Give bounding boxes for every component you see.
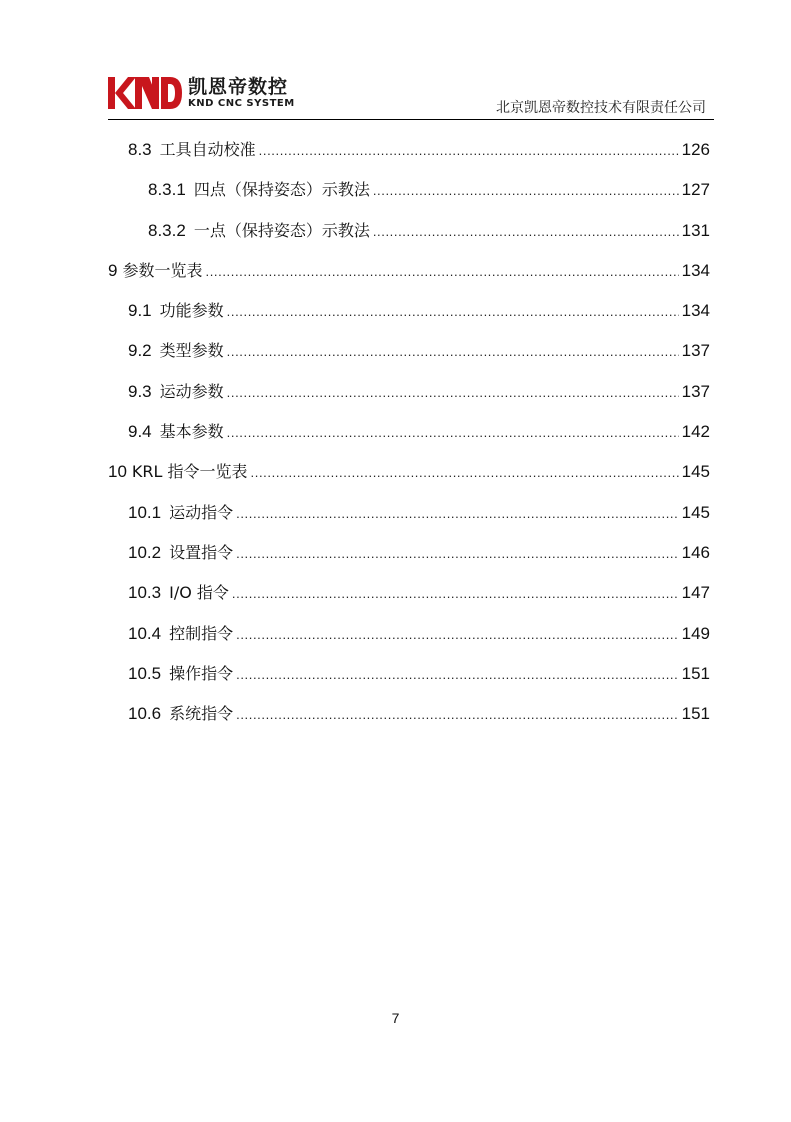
toc-dot-leader (373, 216, 679, 248)
logo-chinese-name: 凯恩帝数控 (188, 76, 289, 98)
company-name: 北京凯恩帝数控技术有限责任公司 (496, 100, 706, 116)
toc-dot-leader (232, 578, 679, 610)
toc-entry[interactable] (108, 456, 710, 496)
toc-entry[interactable] (108, 416, 710, 456)
toc-entry-title: 操作指令 (169, 663, 234, 683)
logo-english-name: KND CNC SYSTEM (188, 98, 295, 109)
toc-entry-number: 10.6 (128, 704, 162, 724)
toc-entry-page: 134 (681, 260, 710, 280)
page-number: 7 (391, 1010, 400, 1026)
toc-entry-title: 一点（保持姿态）示教法 (193, 220, 370, 240)
toc-dot-leader (259, 135, 679, 167)
toc-entry-number: 9.2 (128, 341, 152, 361)
toc-entry-number: 10.5 (128, 663, 162, 683)
toc-entry-page: 137 (681, 341, 710, 361)
table-of-contents (108, 134, 710, 738)
toc-entry[interactable] (108, 577, 710, 617)
toc-entry-page: 149 (681, 623, 710, 643)
toc-entry-page: 127 (681, 180, 710, 200)
toc-entry-page: 134 (681, 301, 710, 321)
toc-entry-title: KRL 指令一览表 (131, 462, 248, 482)
toc-entry-title: 工具自动校准 (159, 140, 256, 159)
toc-entry-page: 145 (681, 502, 710, 522)
toc-entry-title: 参数一览表 (122, 260, 203, 280)
toc-dot-leader (227, 296, 679, 328)
toc-entry-number: 10 (108, 462, 127, 482)
toc-entry[interactable] (108, 295, 710, 335)
toc-entry-title: 功能参数 (159, 301, 224, 321)
toc-entry-number: 8.3 (128, 140, 152, 159)
toc-entry-number: 8.3.2 (148, 220, 186, 240)
toc-dot-leader (251, 457, 679, 489)
toc-entry-number: 9.4 (128, 422, 152, 442)
toc-entry-page: 131 (681, 220, 710, 240)
toc-entry-title: 系统指令 (169, 704, 234, 724)
toc-entry-number: 10.2 (128, 542, 162, 562)
toc-entry-number: 10.1 (128, 502, 162, 522)
toc-entry[interactable] (108, 537, 710, 577)
toc-entry-page: 151 (681, 704, 710, 724)
toc-dot-leader (373, 175, 679, 207)
toc-entry-title: I/O 指令 (169, 583, 229, 603)
toc-entry[interactable] (108, 618, 710, 658)
toc-entry-title: 设置指令 (169, 542, 234, 562)
toc-dot-leader (236, 498, 679, 530)
toc-entry-page: 145 (681, 462, 710, 482)
toc-entry-number: 10.4 (128, 623, 162, 643)
toc-dot-leader (236, 619, 679, 651)
toc-entry-title: 运动指令 (169, 502, 234, 522)
toc-entry-page: 142 (681, 422, 710, 442)
knd-logo-icon (108, 74, 182, 112)
toc-entry-number: 9.1 (128, 301, 152, 321)
toc-entry[interactable] (108, 335, 710, 375)
toc-entry-title: 控制指令 (169, 623, 234, 643)
toc-entry-number: 9.3 (128, 381, 152, 401)
toc-entry-title: 基本参数 (159, 422, 224, 442)
company-logo (108, 74, 295, 112)
toc-dot-leader (236, 699, 679, 731)
toc-entry-number: 10.3 (128, 583, 162, 603)
toc-entry-title: 四点（保持姿态）示教法 (193, 180, 370, 200)
toc-entry-page: 146 (681, 542, 710, 562)
toc-dot-leader (227, 377, 679, 409)
header-divider (108, 119, 714, 120)
toc-entry[interactable] (108, 255, 710, 295)
toc-entry-number: 9 (108, 260, 118, 280)
toc-entry[interactable] (108, 698, 710, 738)
toc-dot-leader (227, 336, 679, 368)
toc-entry-page: 147 (681, 583, 710, 603)
toc-entry-title: 运动参数 (159, 381, 224, 401)
toc-entry-page: 151 (681, 663, 710, 683)
toc-entry-page: 137 (681, 381, 710, 401)
page-header (108, 74, 714, 118)
toc-dot-leader (205, 256, 678, 288)
toc-entry[interactable] (108, 215, 710, 255)
toc-entry[interactable] (108, 497, 710, 537)
toc-dot-leader (227, 417, 679, 449)
toc-entry[interactable] (108, 376, 710, 416)
toc-entry-page: 126 (681, 140, 710, 159)
toc-entry-number: 8.3.1 (148, 180, 186, 200)
toc-entry[interactable] (108, 134, 710, 174)
toc-dot-leader (236, 538, 679, 570)
toc-entry[interactable] (108, 658, 710, 698)
toc-entry-title: 类型参数 (159, 341, 224, 361)
toc-entry[interactable] (108, 174, 710, 214)
toc-dot-leader (236, 659, 679, 691)
